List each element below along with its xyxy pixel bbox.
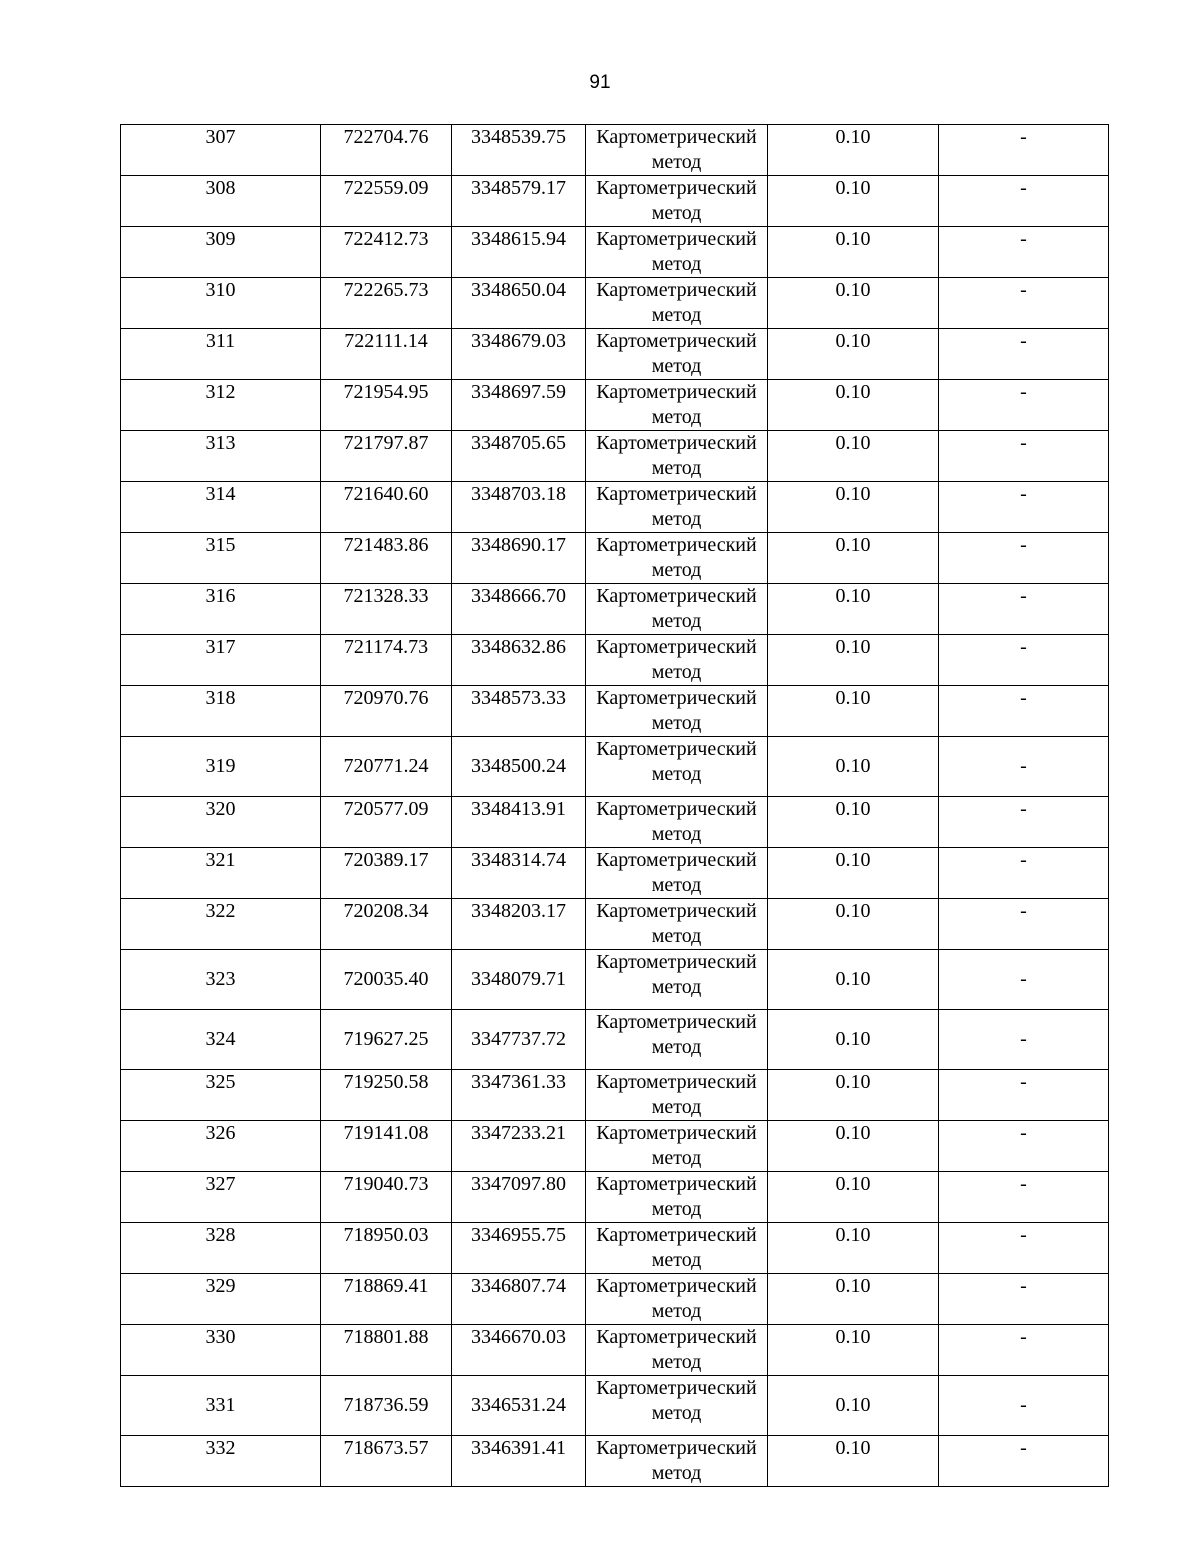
method-cell: Картометрический метод <box>586 1436 768 1487</box>
accuracy-cell: 0.10 <box>768 1010 939 1070</box>
point-number-cell: 308 <box>121 176 321 227</box>
accuracy-cell: 0.10 <box>768 278 939 329</box>
table-row <box>121 1010 1109 1070</box>
y-coordinate-cell: 3346670.03 <box>452 1325 586 1376</box>
x-coordinate-cell: 722265.73 <box>321 278 452 329</box>
point-number-cell: 330 <box>121 1325 321 1376</box>
y-coordinate-cell: 3348705.65 <box>452 431 586 482</box>
table-row <box>121 278 1109 329</box>
point-number-cell: 329 <box>121 1274 321 1325</box>
point-number-cell: 317 <box>121 635 321 686</box>
note-cell: - <box>939 482 1109 533</box>
method-cell: Картометрический метод <box>586 1070 768 1121</box>
point-number-cell: 326 <box>121 1121 321 1172</box>
table-row <box>121 1172 1109 1223</box>
x-coordinate-cell: 722704.76 <box>321 125 452 176</box>
point-number-cell: 324 <box>121 1010 321 1070</box>
y-coordinate-cell: 3348079.71 <box>452 950 586 1010</box>
y-coordinate-cell: 3348697.59 <box>452 380 586 431</box>
y-coordinate-cell: 3347361.33 <box>452 1070 586 1121</box>
method-cell: Картометрический метод <box>586 1010 768 1070</box>
method-cell: Картометрический метод <box>586 797 768 848</box>
x-coordinate-cell: 721483.86 <box>321 533 452 584</box>
accuracy-cell: 0.10 <box>768 1325 939 1376</box>
point-number-cell: 319 <box>121 737 321 797</box>
note-cell: - <box>939 1223 1109 1274</box>
method-cell: Картометрический метод <box>586 1376 768 1436</box>
y-coordinate-cell: 3347737.72 <box>452 1010 586 1070</box>
accuracy-cell: 0.10 <box>768 533 939 584</box>
y-coordinate-cell: 3346807.74 <box>452 1274 586 1325</box>
method-cell: Картометрический метод <box>586 125 768 176</box>
table-row <box>121 482 1109 533</box>
table-row <box>121 950 1109 1010</box>
accuracy-cell: 0.10 <box>768 737 939 797</box>
table-row <box>121 431 1109 482</box>
table-row <box>121 584 1109 635</box>
point-number-cell: 328 <box>121 1223 321 1274</box>
y-coordinate-cell: 3348632.86 <box>452 635 586 686</box>
y-coordinate-cell: 3346391.41 <box>452 1436 586 1487</box>
x-coordinate-cell: 721640.60 <box>321 482 452 533</box>
accuracy-cell: 0.10 <box>768 1070 939 1121</box>
accuracy-cell: 0.10 <box>768 797 939 848</box>
method-cell: Картометрический метод <box>586 899 768 950</box>
method-cell: Картометрический метод <box>586 482 768 533</box>
method-cell: Картометрический метод <box>586 950 768 1010</box>
method-cell: Картометрический метод <box>586 533 768 584</box>
x-coordinate-cell: 720771.24 <box>321 737 452 797</box>
y-coordinate-cell: 3348679.03 <box>452 329 586 380</box>
accuracy-cell: 0.10 <box>768 1223 939 1274</box>
note-cell: - <box>939 329 1109 380</box>
method-cell: Картометрический метод <box>586 848 768 899</box>
point-number-cell: 310 <box>121 278 321 329</box>
x-coordinate-cell: 718801.88 <box>321 1325 452 1376</box>
table-row <box>121 227 1109 278</box>
table-row <box>121 1121 1109 1172</box>
y-coordinate-cell: 3348539.75 <box>452 125 586 176</box>
accuracy-cell: 0.10 <box>768 482 939 533</box>
x-coordinate-cell: 718673.57 <box>321 1436 452 1487</box>
table-row <box>121 899 1109 950</box>
note-cell: - <box>939 737 1109 797</box>
accuracy-cell: 0.10 <box>768 227 939 278</box>
y-coordinate-cell: 3348666.70 <box>452 584 586 635</box>
x-coordinate-cell: 722412.73 <box>321 227 452 278</box>
x-coordinate-cell: 721328.33 <box>321 584 452 635</box>
table-row <box>121 1325 1109 1376</box>
x-coordinate-cell: 718950.03 <box>321 1223 452 1274</box>
table-row <box>121 848 1109 899</box>
x-coordinate-cell: 719627.25 <box>321 1010 452 1070</box>
method-cell: Картометрический метод <box>586 329 768 380</box>
method-cell: Картометрический метод <box>586 737 768 797</box>
x-coordinate-cell: 719040.73 <box>321 1172 452 1223</box>
point-number-cell: 314 <box>121 482 321 533</box>
note-cell: - <box>939 1376 1109 1436</box>
y-coordinate-cell: 3348203.17 <box>452 899 586 950</box>
table-row <box>121 329 1109 380</box>
note-cell: - <box>939 125 1109 176</box>
table-row <box>121 686 1109 737</box>
accuracy-cell: 0.10 <box>768 899 939 950</box>
method-cell: Картометрический метод <box>586 635 768 686</box>
point-number-cell: 325 <box>121 1070 321 1121</box>
note-cell: - <box>939 1436 1109 1487</box>
point-number-cell: 318 <box>121 686 321 737</box>
point-number-cell: 311 <box>121 329 321 380</box>
y-coordinate-cell: 3346531.24 <box>452 1376 586 1436</box>
point-number-cell: 331 <box>121 1376 321 1436</box>
point-number-cell: 321 <box>121 848 321 899</box>
x-coordinate-cell: 721797.87 <box>321 431 452 482</box>
method-cell: Картометрический метод <box>586 227 768 278</box>
method-cell: Картометрический метод <box>586 380 768 431</box>
note-cell: - <box>939 1121 1109 1172</box>
point-number-cell: 307 <box>121 125 321 176</box>
x-coordinate-cell: 720389.17 <box>321 848 452 899</box>
accuracy-cell: 0.10 <box>768 329 939 380</box>
point-number-cell: 316 <box>121 584 321 635</box>
x-coordinate-cell: 720577.09 <box>321 797 452 848</box>
table-row <box>121 1223 1109 1274</box>
y-coordinate-cell: 3347233.21 <box>452 1121 586 1172</box>
table-row <box>121 380 1109 431</box>
method-cell: Картометрический метод <box>586 1325 768 1376</box>
y-coordinate-cell: 3348314.74 <box>452 848 586 899</box>
accuracy-cell: 0.10 <box>768 125 939 176</box>
y-coordinate-cell: 3348573.33 <box>452 686 586 737</box>
x-coordinate-cell: 722111.14 <box>321 329 452 380</box>
note-cell: - <box>939 533 1109 584</box>
x-coordinate-cell: 720035.40 <box>321 950 452 1010</box>
note-cell: - <box>939 1172 1109 1223</box>
note-cell: - <box>939 278 1109 329</box>
x-coordinate-cell: 718736.59 <box>321 1376 452 1436</box>
note-cell: - <box>939 797 1109 848</box>
x-coordinate-cell: 719250.58 <box>321 1070 452 1121</box>
accuracy-cell: 0.10 <box>768 584 939 635</box>
table-row <box>121 176 1109 227</box>
y-coordinate-cell: 3348703.18 <box>452 482 586 533</box>
coordinates-table-body <box>121 125 1109 1487</box>
note-cell: - <box>939 1070 1109 1121</box>
note-cell: - <box>939 1274 1109 1325</box>
note-cell: - <box>939 686 1109 737</box>
table-row <box>121 1274 1109 1325</box>
note-cell: - <box>939 635 1109 686</box>
table-row <box>121 1376 1109 1436</box>
note-cell: - <box>939 1325 1109 1376</box>
accuracy-cell: 0.10 <box>768 950 939 1010</box>
method-cell: Картометрический метод <box>586 278 768 329</box>
y-coordinate-cell: 3348615.94 <box>452 227 586 278</box>
coordinates-table <box>120 124 1109 1487</box>
x-coordinate-cell: 722559.09 <box>321 176 452 227</box>
x-coordinate-cell: 721954.95 <box>321 380 452 431</box>
table-row <box>121 737 1109 797</box>
note-cell: - <box>939 848 1109 899</box>
point-number-cell: 313 <box>121 431 321 482</box>
accuracy-cell: 0.10 <box>768 1274 939 1325</box>
y-coordinate-cell: 3348690.17 <box>452 533 586 584</box>
y-coordinate-cell: 3348500.24 <box>452 737 586 797</box>
y-coordinate-cell: 3346955.75 <box>452 1223 586 1274</box>
note-cell: - <box>939 380 1109 431</box>
accuracy-cell: 0.10 <box>768 431 939 482</box>
x-coordinate-cell: 720970.76 <box>321 686 452 737</box>
method-cell: Картометрический метод <box>586 1172 768 1223</box>
accuracy-cell: 0.10 <box>768 1436 939 1487</box>
x-coordinate-cell: 718869.41 <box>321 1274 452 1325</box>
note-cell: - <box>939 431 1109 482</box>
point-number-cell: 315 <box>121 533 321 584</box>
method-cell: Картометрический метод <box>586 176 768 227</box>
method-cell: Картометрический метод <box>586 1223 768 1274</box>
x-coordinate-cell: 720208.34 <box>321 899 452 950</box>
point-number-cell: 327 <box>121 1172 321 1223</box>
note-cell: - <box>939 899 1109 950</box>
method-cell: Картометрический метод <box>586 1121 768 1172</box>
y-coordinate-cell: 3348650.04 <box>452 278 586 329</box>
method-cell: Картометрический метод <box>586 686 768 737</box>
point-number-cell: 312 <box>121 380 321 431</box>
method-cell: Картометрический метод <box>586 431 768 482</box>
y-coordinate-cell: 3347097.80 <box>452 1172 586 1223</box>
y-coordinate-cell: 3348413.91 <box>452 797 586 848</box>
table-row <box>121 797 1109 848</box>
point-number-cell: 322 <box>121 899 321 950</box>
point-number-cell: 320 <box>121 797 321 848</box>
accuracy-cell: 0.10 <box>768 848 939 899</box>
note-cell: - <box>939 950 1109 1010</box>
table-row <box>121 533 1109 584</box>
note-cell: - <box>939 227 1109 278</box>
note-cell: - <box>939 584 1109 635</box>
table-row <box>121 1070 1109 1121</box>
note-cell: - <box>939 176 1109 227</box>
table-row <box>121 1436 1109 1487</box>
point-number-cell: 309 <box>121 227 321 278</box>
point-number-cell: 323 <box>121 950 321 1010</box>
accuracy-cell: 0.10 <box>768 635 939 686</box>
accuracy-cell: 0.10 <box>768 176 939 227</box>
note-cell: - <box>939 1010 1109 1070</box>
page-number: 91 <box>589 72 611 93</box>
accuracy-cell: 0.10 <box>768 380 939 431</box>
accuracy-cell: 0.10 <box>768 686 939 737</box>
method-cell: Картометрический метод <box>586 1274 768 1325</box>
table-row <box>121 125 1109 176</box>
point-number-cell: 332 <box>121 1436 321 1487</box>
y-coordinate-cell: 3348579.17 <box>452 176 586 227</box>
accuracy-cell: 0.10 <box>768 1172 939 1223</box>
x-coordinate-cell: 719141.08 <box>321 1121 452 1172</box>
accuracy-cell: 0.10 <box>768 1121 939 1172</box>
method-cell: Картометрический метод <box>586 584 768 635</box>
x-coordinate-cell: 721174.73 <box>321 635 452 686</box>
accuracy-cell: 0.10 <box>768 1376 939 1436</box>
table-row <box>121 635 1109 686</box>
